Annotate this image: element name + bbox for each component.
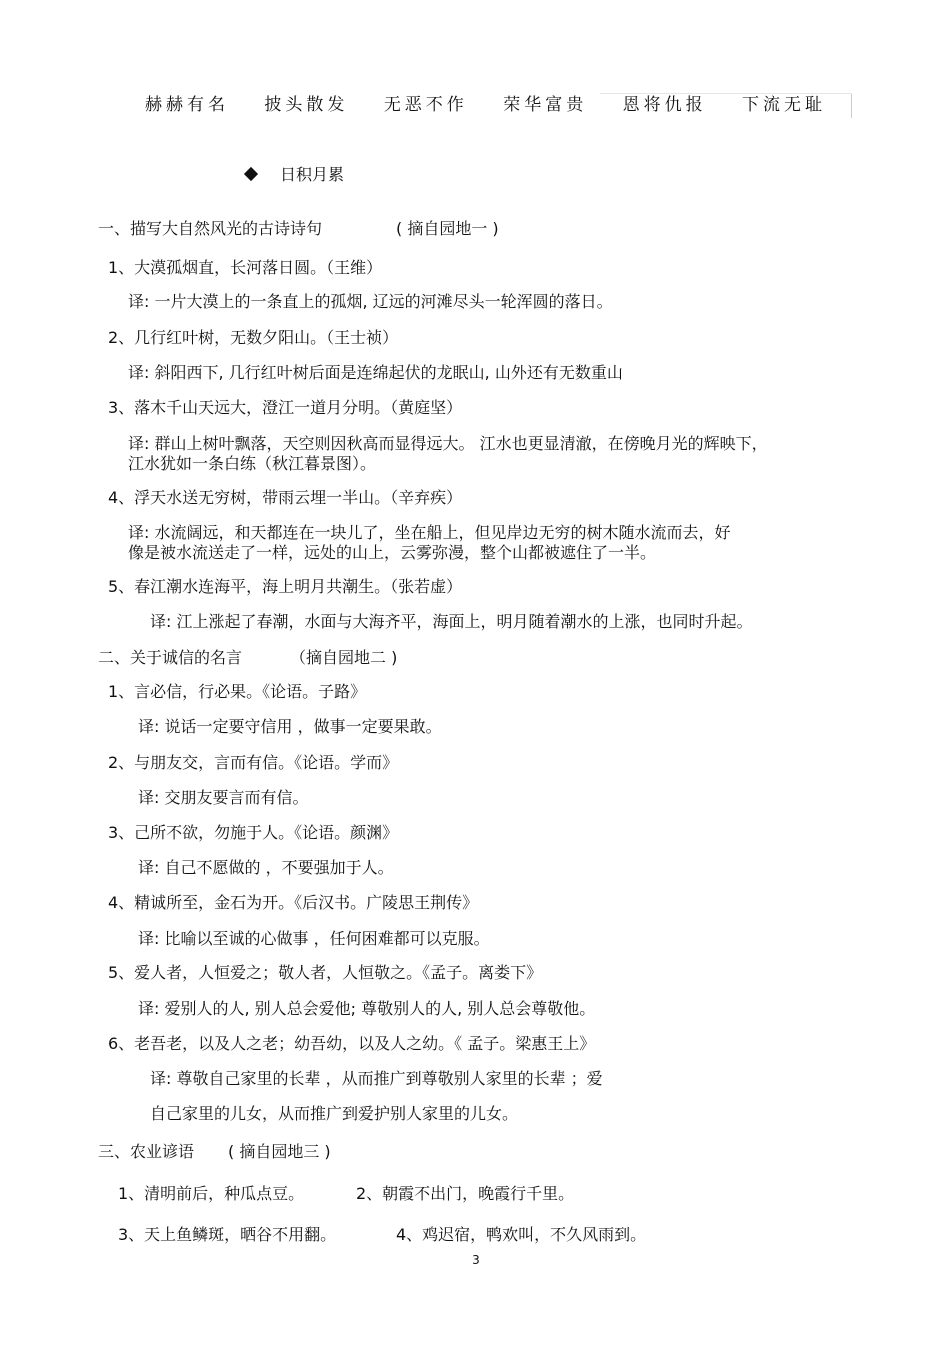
poem-3-translation-line2: 江水犹如一条白练（秋江暮景图）。 [128,454,377,473]
poem-4-translation-line1: 译: 水流阔远，和天都连在一块儿了，坐在船上，但见岸边无穷的树木随水流而去，好 [128,523,731,542]
idioms-row [145,94,826,116]
idiom-item: 荣华富贵 [503,95,588,115]
idioms-right-rule [851,94,852,118]
proverb-4: 4、鸡迟宿，鸭欢叫，不久风雨到。 [396,1225,647,1244]
poem-4-translation-line2: 像是被水流送走了一样，远处的山上，云雾弥漫，整个山都被遮住了一半。 [128,543,657,562]
quote-6: 6、老吾老，以及人之老；幼吾幼，以及人之幼。《 孟子。梁惠王上》 [108,1034,596,1053]
quote-5: 5、爱人者，人恒爱之；敬人者，人恒敬之。《孟子。离娄下》 [108,963,543,982]
quote-5-translation: 译: 爱别人的人, 别人总会爱他; 尊敬别人的人, 别人总会尊敬他。 [138,999,596,1018]
quote-4: 4、精诚所至，金石为开。《后汉书。广陵思王荆传》 [108,893,479,912]
quote-1: 1、言必信，行必果。《论语。子路》 [108,682,367,701]
quote-2-translation: 译: 交朋友要言而有信。 [138,788,309,807]
quote-3: 3、己所不欲，勿施于人。《论语。颜渊》 [108,823,399,842]
proverb-1: 1、清明前后，种瓜点豆。 [118,1184,305,1203]
quote-6-translation-line2: 自己家里的儿女，从而推广到爱护别人家里的儿女。 [150,1104,519,1123]
idiom-item: 下流无耻 [742,95,827,115]
poem-2: 2、几行红叶树，无数夕阳山。（王士祯） [108,328,399,347]
idiom-item: 恩将仇报 [622,95,707,115]
page-number: 3 [472,1253,480,1267]
proverb-3: 3、天上鱼鳞斑，晒谷不用翻。 [118,1225,337,1244]
poem-3-translation-line1: 译: 群山上树叶飘落，天空则因秋高而显得远大。 江水也更显清澈，在傍晚月光的辉映下， [128,434,768,453]
quote-1-translation: 译: 说话一定要守信用 ，做事一定要果敢。 [138,717,442,736]
section1-title: 一、描写大自然风光的古诗诗句 [98,219,323,238]
section3-source: ( 摘自园地三 ) [228,1142,331,1161]
idiom-item: 无恶不作 [383,95,468,115]
quote-3-translation: 译: 自己不愿做的 ，不要强加于人。 [138,858,394,877]
section1-source: ( 摘自园地一 ) [396,219,499,238]
poem-5: 5、春江潮水连海平，海上明月共潮生。（张若虚） [108,577,463,596]
heading: 日积月累 [280,165,345,184]
idiom-item: 赫赫有名 [145,95,229,115]
poem-1: 1、大漠孤烟直，长河落日圆。（王维） [108,258,383,277]
diamond-bullet-icon [244,167,258,181]
section2-source: （摘自园地二 ) [290,648,398,667]
quote-4-translation: 译: 比喻以至诚的心做事 ，任何困难都可以克服。 [138,929,490,948]
poem-2-translation: 译: 斜阳西下, 几行红叶树后面是连绵起伏的龙眠山, 山外还有无数重山 [128,363,623,382]
poem-1-translation: 译: 一片大漠上的一条直上的孤烟, 辽远的河滩尽头一轮浑圆的落日。 [128,292,613,311]
section2-title: 二、关于诚信的名言 [98,648,243,667]
section3-title: 三、农业谚语 [98,1142,195,1161]
proverb-2: 2、朝霞不出门，晚霞行千里。 [356,1184,575,1203]
poem-5-translation: 译: 江上涨起了春潮，水面与大海齐平，海面上，明月随着潮水的上涨，也同时升起。 [150,612,753,631]
idiom-item: 披头散发 [264,95,349,115]
quote-2: 2、与朋友交，言而有信。《论语。学而》 [108,753,399,772]
poem-3: 3、落木千山天远大，澄江一道月分明。（黄庭坚） [108,398,463,417]
quote-6-translation-line1: 译: 尊敬自己家里的长辈 ，从而推广到尊敬别人家里的长辈 ；爱 [150,1069,603,1088]
poem-4: 4、浮天水送无穷树，带雨云埋一半山。（辛弃疾） [108,488,463,507]
